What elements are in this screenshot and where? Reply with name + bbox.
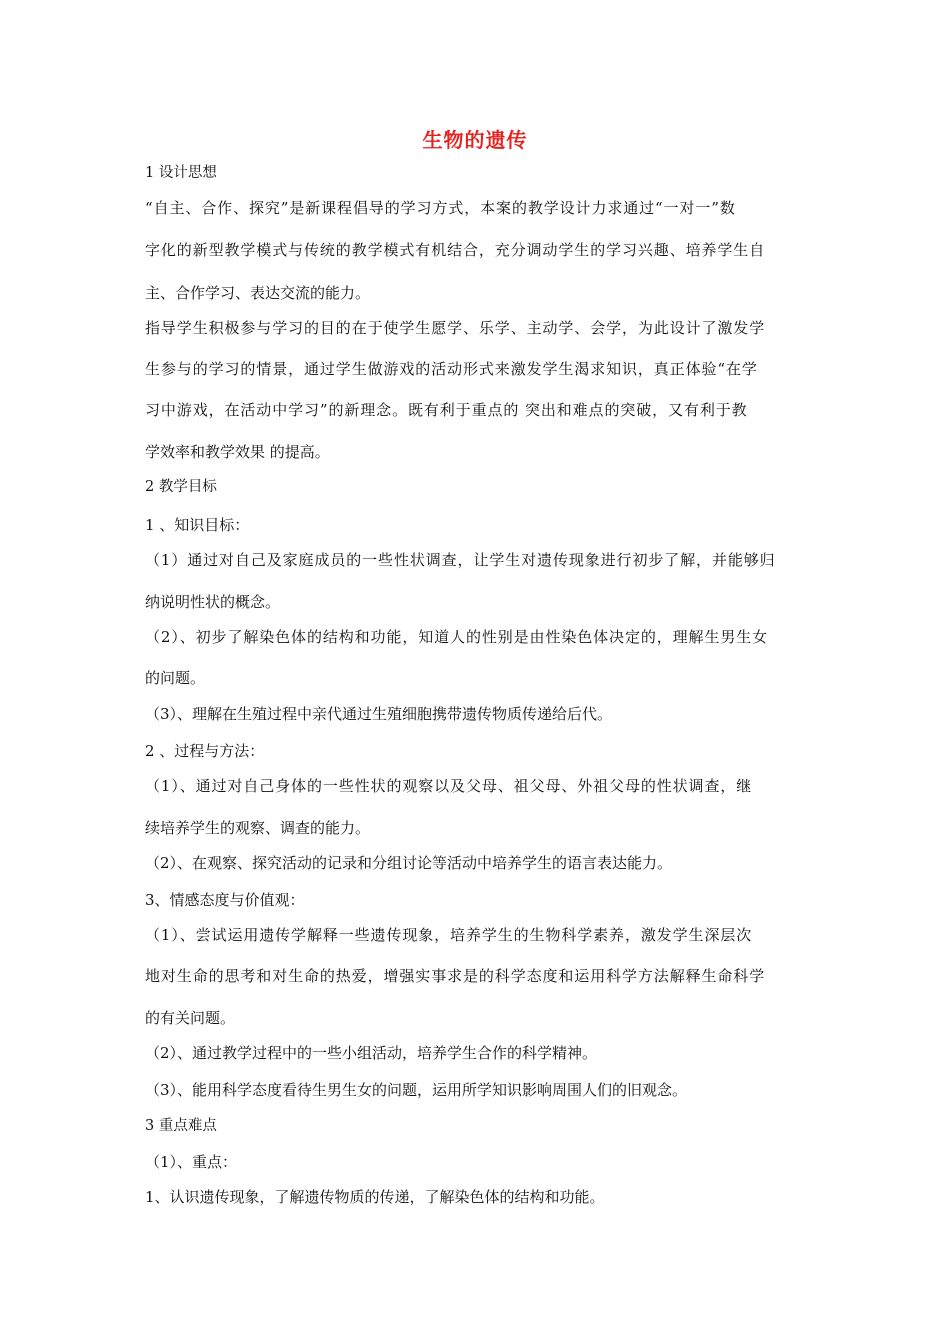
paragraph-line: 的有关问题。 <box>145 1009 236 1027</box>
paragraph-line: （1）、尝试运用遗传学解释一些遗传现象，培养学生的生物科学素养，激发学生深层次 <box>145 926 753 944</box>
paragraph-line: （2）、在观察、探究活动的记录和分组讨论等活动中培养学生的语言表达能力。 <box>145 854 673 872</box>
section-heading: 3 重点难点 <box>145 1118 217 1134</box>
paragraph-line: 习中游戏，在活动中学习”的新理念。既有利于重点的 突出和难点的突破，又有利于教 <box>145 401 748 419</box>
paragraph-line: （1）、通过对自己身体的一些性状的观察以及父母、祖父母、外祖父母的性状调查，继 <box>145 777 753 795</box>
paragraph-line: 续培养学生的观察、调查的能力。 <box>145 819 371 837</box>
section-heading: 2 教学目标 <box>145 479 217 495</box>
paragraph-line: （3）、理解在生殖过程中亲代通过生殖细胞携带遗传物质传递给后代。 <box>145 705 613 723</box>
paragraph-line: 生参与的学习的情景，通过学生做游戏的活动形式来激发学生渴求知识，真正体验“在学 <box>145 360 758 378</box>
paragraph-line: 学效率和教学效果 的提高。 <box>145 443 330 461</box>
paragraph-line: 主、合作学习、表达交流的能力。 <box>145 284 371 302</box>
paragraph-line: （2）、通过教学过程中的一些小组活动，培养学生合作的科学精神。 <box>145 1044 598 1062</box>
subsection-heading: 1 、知识目标： <box>145 516 250 534</box>
paragraph-line: （1）通过对自己及家庭成员的一些性状调查，让学生对遗传现象进行初步了解，并能够归 <box>145 551 776 569</box>
paragraph-line: 地对生命的思考和对生命的热爱，增强实事求是的科学态度和运用科学方法解释生命科学 <box>145 967 766 985</box>
paragraph-line: 指导学生积极参与学习的目的在于使学生愿学、乐学、主动学、会学，为此设计了激发学 <box>145 319 766 337</box>
paragraph-line: 纳说明性状的概念。 <box>145 593 281 611</box>
subsection-heading: 2 、过程与方法： <box>145 742 265 760</box>
subsection-heading: 3、情感态度与价值观： <box>145 891 305 909</box>
section-heading: 1 设计思想 <box>145 165 217 181</box>
paragraph-line: 1、认识遗传现象，了解遗传物质的传递，了解染色体的结构和功能。 <box>145 1188 605 1206</box>
paragraph-line: （2）、初步了解染色体的结构和功能，知道人的性别是由性染色体决定的，理解生男生女 <box>145 628 769 646</box>
paragraph-line: （3）、能用科学态度看待生男生女的问题，运用所学知识影响周围人们的旧观念。 <box>145 1081 688 1099</box>
paragraph-line: 的问题。 <box>145 669 206 687</box>
subsection-heading: （1）、重点： <box>145 1153 238 1171</box>
paragraph-line: 字化的新型教学模式与传统的教学模式有机结合，充分调动学生的学习兴趣、培养学生自 <box>145 241 766 259</box>
document-title: 生物的遗传 <box>422 128 528 152</box>
paragraph-line: “自主、合作、探究”是新课程倡导的学习方式，本案的教学设计力求通过“一对一”数 <box>145 199 736 217</box>
